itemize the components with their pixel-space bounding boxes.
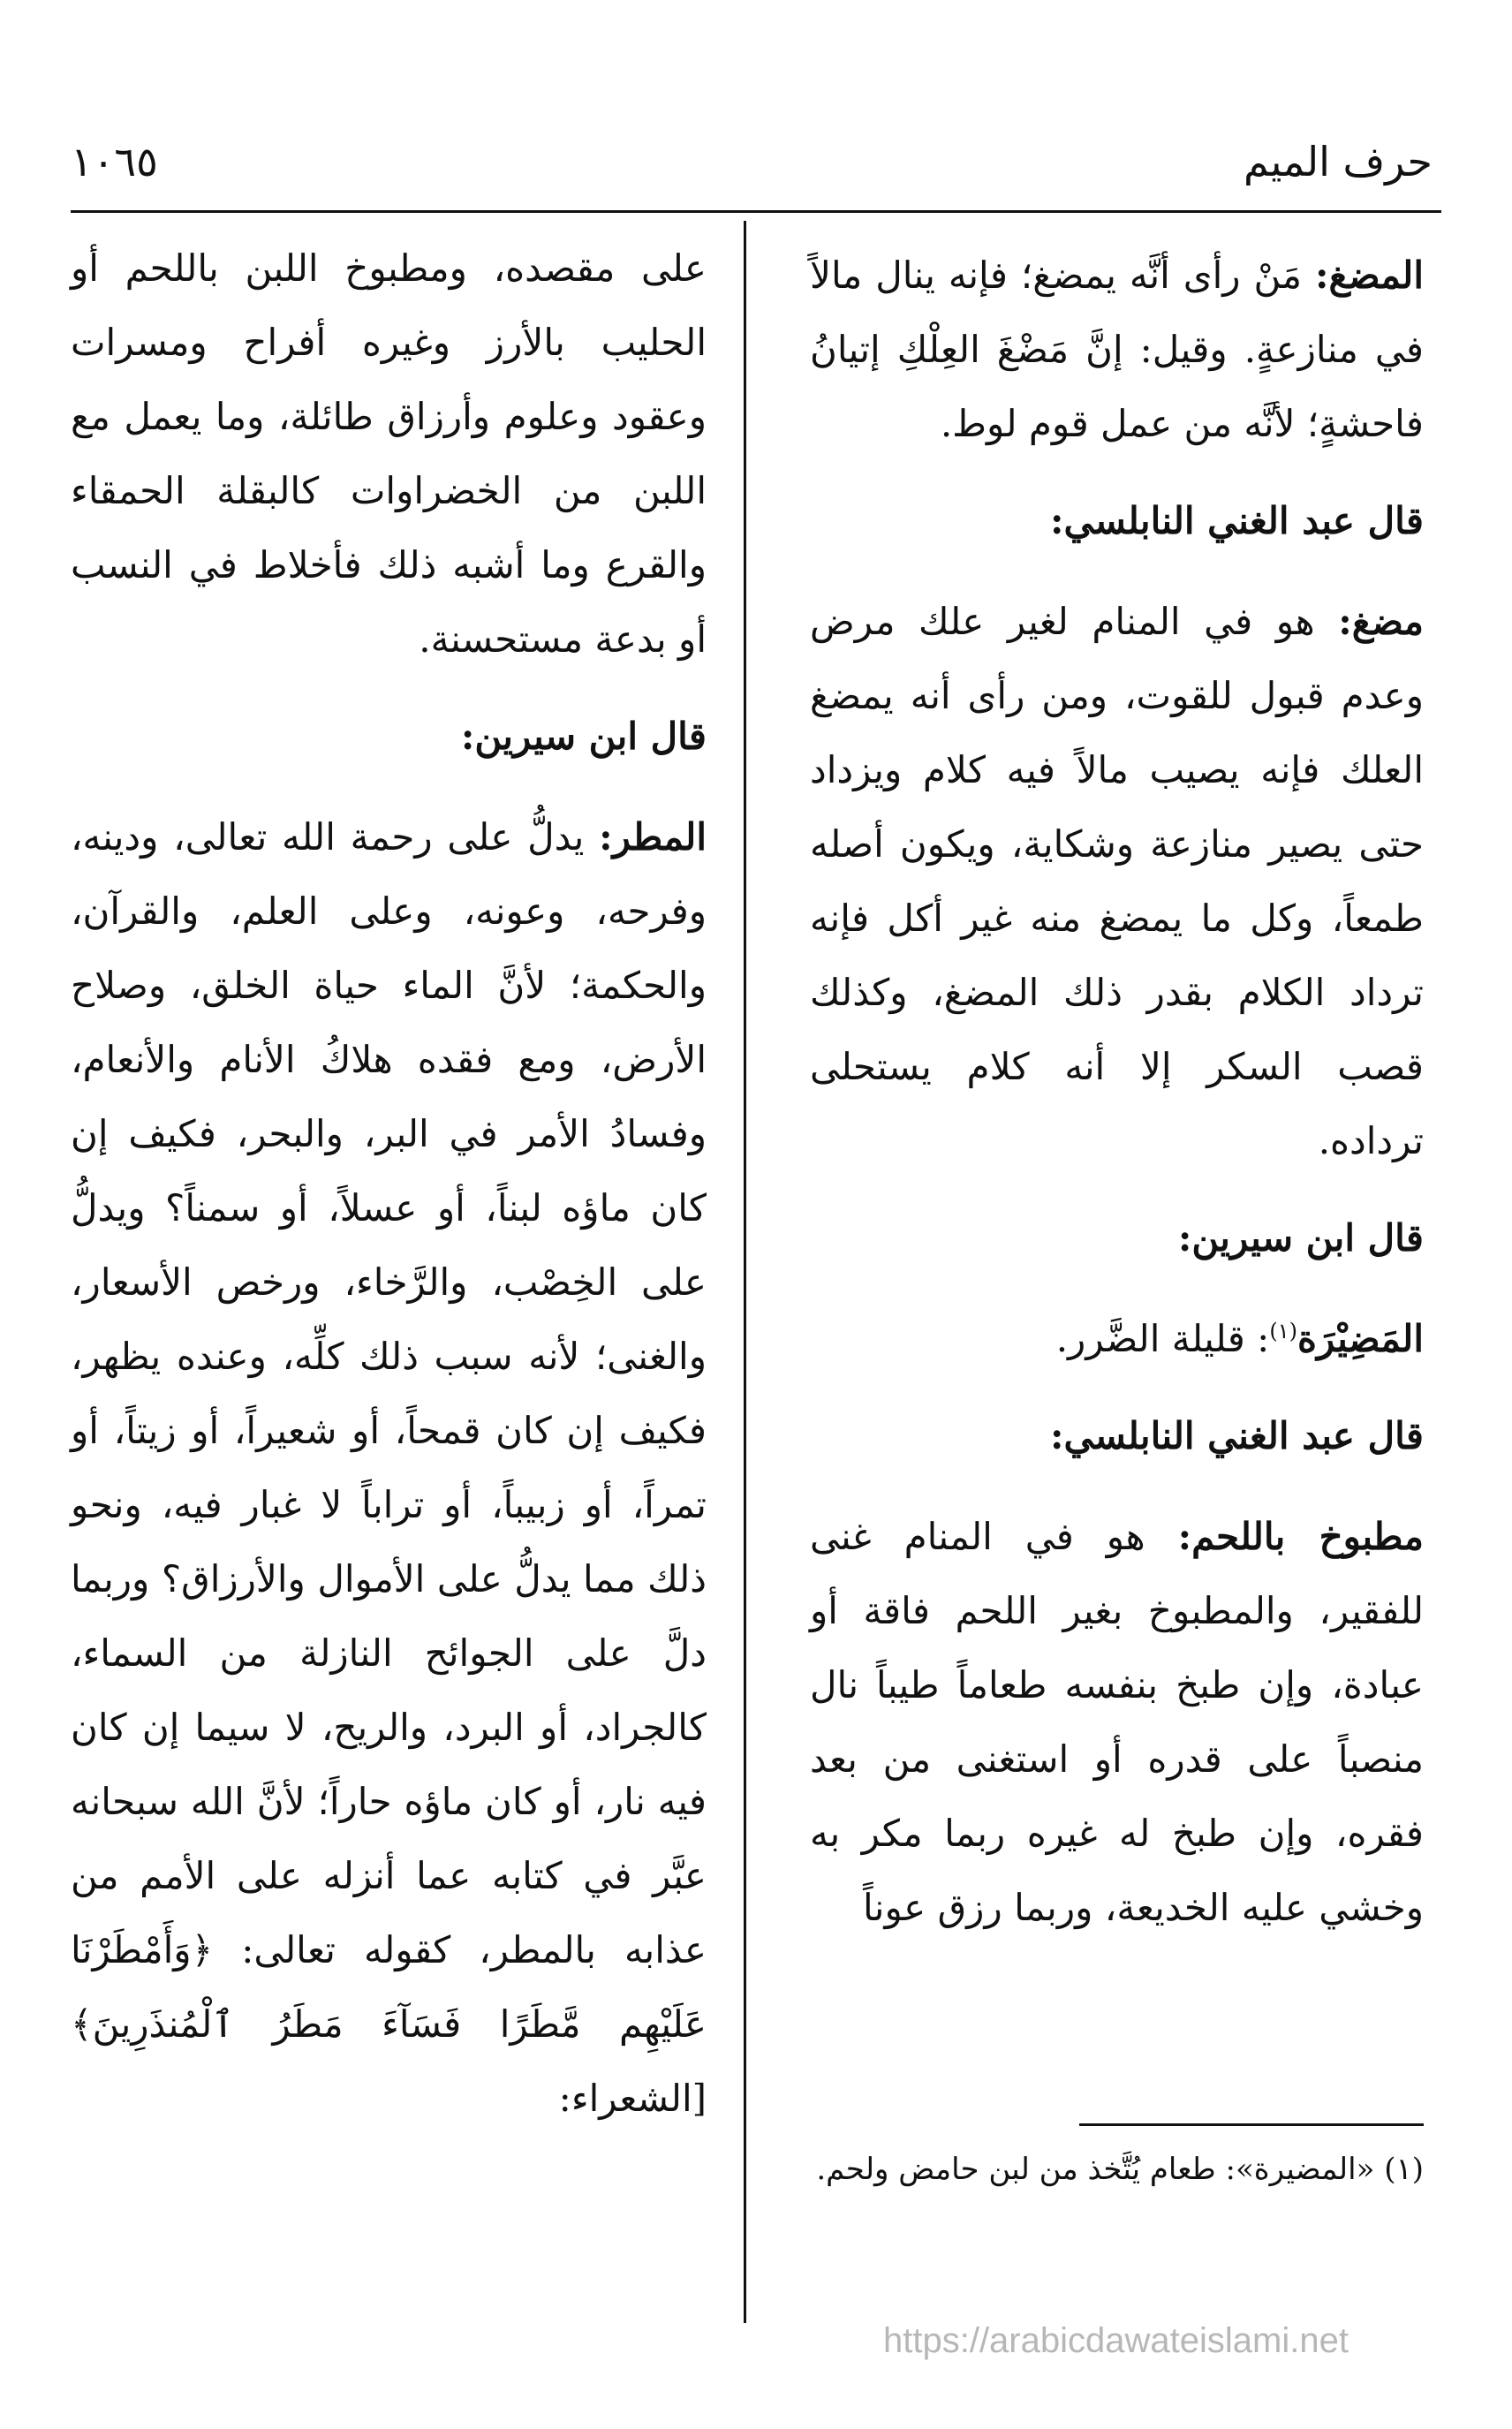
entry-text: يدلُّ على رحمة الله تعالى، ودينه، وفرحه، وعونه، وعلى العلم، والقرآن، والحكمة؛ لأنَّ الماء حياة الخلق، وصلاح الأرض، ومع فقده هلاكُ الأنام والأنعام، وفسادُ الأمر في البر، والبحر، فكيف إن كان ماؤه لبناً، أو عسلاً، أو سمناً؟ ويدلُّ على الخِصْب، والرَّخاء، ورخص الأسعار، والغنى؛ لأنه سبب ذلك كلِّه، وعنده يظهر، فكيف إن كان قمحاً، أو شعيراً، أو زيتاً، أو تمراً، أو زبيباً، أو تراباً لا غبار فيه، ونحو ذلك مما يدلُّ على الأموال والأرزاق؟ وربما دلَّ على الجوائح النازلة من السماء، كالجراد، أو البرد، والريح، لا سيما إن كان فيه نار، أو كان ماؤه حاراً؛ لأنَّ الله سبحانه عبَّر في كتابه عما أنزله على الأمم من عذابه بالمطر، كقوله تعالى: ﴿وَأَمْطَرْنَا عَلَيْهِم مَّطَرًا فَسَآءَ مَطَرُ ٱلْمُنذَرِينَ﴾ [الشعراء:	[71, 815, 707, 2120]
header-rule	[71, 210, 1441, 213]
entry-text: هو في المنام لغير علك مرض وعدم قبول للقوت، ومن رأى أنه يمضغ العلك فإنه يصيب مالاً فيه كلام ويزداد حتى يصير منازعة وشكاية، ويكون أصله طمعاً، وكل ما يمضغ منه غير أكل فإنه ترداد الكلام بقدر ذلك المضغ، وكذلك قصب السكر إلا أنه كلام يستحلى ترداده.	[810, 600, 1424, 1162]
entry-madgh-nabulsi	[810, 585, 1424, 1178]
section-heading: قال ابن سيرين:	[460, 715, 707, 758]
entry-madira	[810, 1302, 1424, 1376]
entry-term: المطر:	[599, 815, 707, 859]
entry-text: هو في المنام غنى للفقير، والمطبوخ بغير اللحم فاقة أو عبادة، وإن طبخ بنفسه طعاماً طيباً نال منصباً على قدره أو استغنى من بعد فقره، وإن طبخ له غيره ربما مكر به وخشي عليه الخديعة، وربما رزق عوناً	[810, 1515, 1424, 1929]
entry-text: مَنْ رأى أنَّه يمضغ؛ فإنه ينال مالاً في منازعةٍ. وقيل: إنَّ مَضْغَ العِلْكِ إتيانُ فاحشةٍ؛ لأنَّه من عمل قوم لوط.	[810, 253, 1424, 445]
watermark-url: https://arabicdawateislami.net	[883, 2321, 1349, 2360]
left-column	[71, 231, 707, 2159]
page-number: ١٠٦٥	[71, 138, 158, 185]
column-divider	[744, 221, 746, 2323]
chapter-title: حرف الميم	[1243, 138, 1433, 185]
entry-matar	[71, 800, 707, 2136]
footnote-reference: (١)	[1269, 1319, 1297, 1343]
entry-text: : قليلة الضَّرر.	[1055, 1317, 1270, 1360]
footnote	[810, 2142, 1424, 2197]
footnote-number: (١)	[1384, 2152, 1424, 2187]
section-heading: قال ابن سيرين:	[1177, 1216, 1424, 1260]
footnote-rule	[1079, 2123, 1424, 2126]
section-heading: قال عبد الغني النابلسي:	[1050, 1414, 1424, 1457]
entry-term: مضغ:	[1338, 600, 1424, 643]
entry-matbukh	[810, 1500, 1424, 1945]
footnote-text: «المضيرة»: طعام يُتَّخذ من لبن حامض ولحم.	[816, 2152, 1375, 2187]
entry-madgh	[810, 238, 1424, 461]
continued-text: على مقصده، ومطبوخ اللبن باللحم أو الحليب بالأرز وغيره أفراح ومسرات وعقود وعلوم وأرزاق طائلة، وما يعمل مع اللبن من الخضراوات كالبقلة الحمقاء والقرع وما أشبه ذلك فأخلاط في النسب أو بدعة مستحسنة.	[71, 246, 707, 661]
entry-term: مطبوخ باللحم:	[1177, 1515, 1424, 1558]
entry-term: المضغ:	[1314, 253, 1425, 297]
section-heading: قال عبد الغني النابلسي:	[1050, 499, 1424, 542]
entry-term: المَضِيْرَة	[1297, 1317, 1424, 1360]
right-column	[810, 238, 1424, 1968]
